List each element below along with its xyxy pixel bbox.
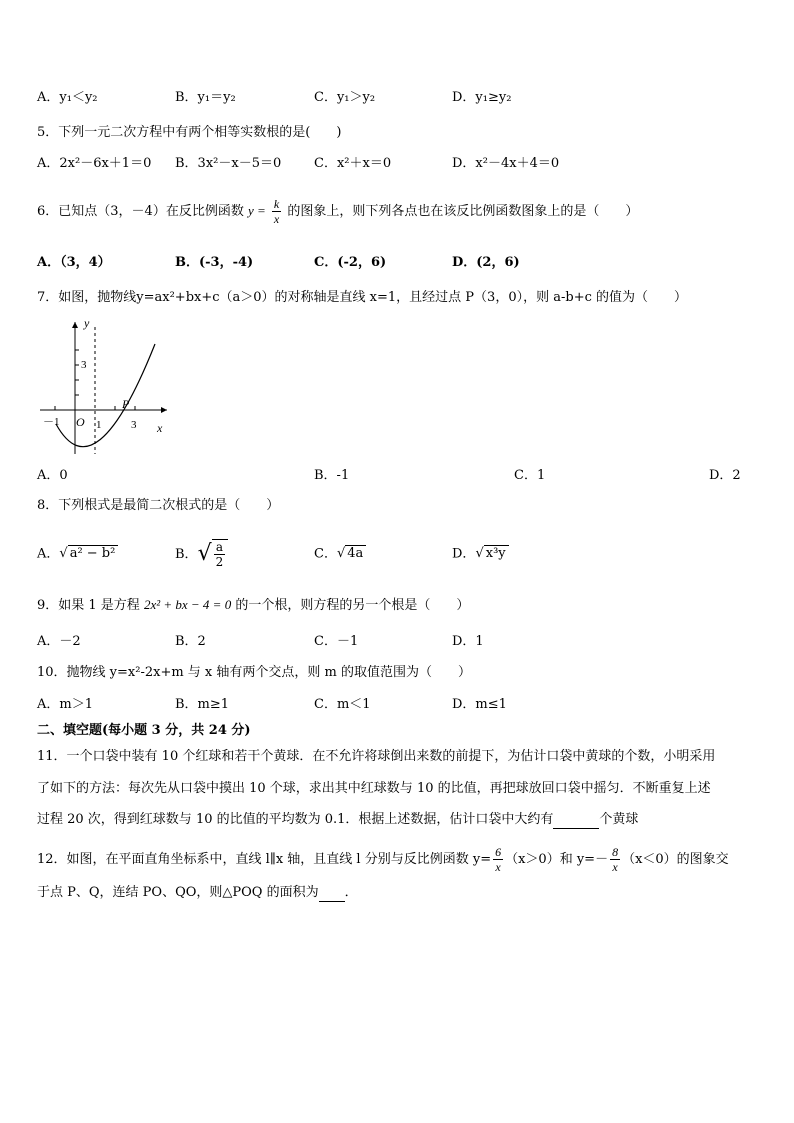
parabola-curve — [56, 344, 155, 447]
q7-option-b: B．-1 — [314, 468, 350, 483]
q12-line1-text: 12．如图，在平面直角坐标系中，直线 l∥x 轴，且直线 l 分别与反比例函数 y= — [37, 852, 492, 867]
q12-f2-num: 8 — [612, 845, 619, 859]
q6-frac-num: k — [273, 197, 280, 211]
label-p: P — [122, 397, 130, 411]
q7-parabola-graph — [35, 312, 175, 462]
q9-stem-part2: 的一个根，则方程的另一个根是（ ） — [235, 598, 470, 613]
q5-stem: 5．下列一元二次方程中有两个相等实数根的是( ) — [37, 125, 342, 140]
q12-line1 — [37, 843, 729, 877]
q8-option-b-num: a — [214, 540, 226, 555]
q8-option-d-label: D． — [452, 546, 476, 562]
q8-option-a — [37, 540, 118, 569]
q8-option-c — [314, 540, 366, 569]
q12-f1-den: x — [495, 860, 501, 874]
label-tick-neg1: －1 — [43, 416, 60, 428]
q8-option-b-radical: √ $\frac{a}{2}$ — [198, 534, 229, 575]
q9-stem — [37, 596, 469, 615]
label-tick-1: 1 — [96, 419, 102, 431]
q8-option-b-label: B． — [175, 546, 198, 562]
q12-fraction-2 — [610, 845, 620, 874]
q11-line3 — [37, 811, 638, 829]
q4-option-b: B．y₁＝y₂ — [175, 90, 236, 105]
q9-stem-part1: 9．如果 1 是方程 — [37, 598, 140, 613]
q8-option-a-radical: √ a² − b² — [59, 540, 118, 568]
q11-line3-end: 个黄球 — [599, 812, 639, 827]
q5-option-a: A．2x²－6x＋1＝0 — [37, 156, 152, 171]
q6-stem-part1: 6．已知点（3，－4）在反比例函数 — [37, 204, 244, 219]
q11-line1: 11．一个口袋中装有 10 个红球和若干个黄球．在不允许将球倒出来数的前提下，为估计口袋中黄球的个数，小明采用 — [37, 749, 716, 764]
q8-option-c-label: C． — [314, 546, 337, 562]
q12-line2-text: 于点 P、Q，连结 PO、QO，则△POQ 的面积为 — [37, 885, 319, 900]
q7-option-c: C．1 — [514, 468, 546, 483]
q7-option-d: D．2 — [709, 468, 741, 483]
label-origin: O — [76, 415, 85, 429]
q4-option-d: D．y₁≥y₂ — [452, 90, 512, 105]
q4-option-a: A．y₁＜y₂ — [37, 90, 98, 105]
q10-option-c: C．m＜1 — [314, 697, 371, 712]
q9-option-c: C．－1 — [314, 634, 359, 649]
q12-answer-blank[interactable] — [319, 887, 345, 902]
q11-answer-blank[interactable] — [553, 814, 599, 829]
q8-option-d-radicand: x³y — [484, 545, 509, 561]
q8-option-d — [452, 540, 509, 569]
section-heading-fill-in: 二、填空题(每小题 3 分，共 24 分) — [37, 723, 251, 738]
q12-cond2: （x＜0）的图象交 — [622, 852, 729, 867]
q6-stem — [37, 196, 638, 227]
q8-option-b-den: 2 — [215, 555, 224, 569]
q6-function: y = — [247, 203, 266, 218]
label-y: y — [84, 316, 90, 330]
q8-option-d-radical: √ x³y — [475, 540, 508, 568]
q9-option-d: D．1 — [452, 634, 484, 649]
q6-fraction — [272, 197, 281, 226]
q12-fraction-1 — [493, 845, 503, 874]
q8-option-c-radical: √ 4a — [337, 540, 366, 568]
q8-stem: 8．下列根式是最简二次根式的是（ ） — [37, 498, 280, 513]
q5-option-b: B．3x²－x－5＝0 — [175, 156, 282, 171]
q9-equation: 2x² + bx − 4 = 0 — [143, 597, 232, 612]
q11-line3-text: 过程 20 次，得到红球数与 10 的比值的平均数为 0.1．根据上述数据，估计口袋中大约有 — [37, 812, 554, 827]
q6-option-a: A．（3，4） — [37, 255, 111, 270]
q9-option-a: A．－2 — [37, 634, 81, 649]
q6-option-c: C．(-2，6) — [314, 255, 387, 270]
q10-option-a: A．m＞1 — [37, 697, 93, 712]
label-x: x — [157, 421, 163, 435]
q10-option-d: D．m≤1 — [452, 697, 507, 712]
q5-option-c: C．x²＋x＝0 — [314, 156, 392, 171]
label-tick-3y: 3 — [81, 359, 87, 371]
q4-option-c: C．y₁＞y₂ — [314, 90, 376, 105]
q8-option-a-radicand: a² − b² — [68, 545, 119, 561]
q12-cond1: （x＞0）和 y=－ — [505, 852, 609, 867]
q8-option-a-label: A． — [37, 546, 60, 562]
q5-option-d: D．x²－4x＋4＝0 — [452, 156, 560, 171]
q11-line2: 了如下的方法：每次先从口袋中摸出 10 个球，求出其中红球数与 10 的比值，再把球放回口袋中摇匀．不断重复上述 — [37, 781, 711, 796]
q12-f2-den: x — [612, 860, 618, 874]
q6-stem-part2: 的图象上，则下列各点也在该反比例函数图象上的是（ ） — [287, 204, 639, 219]
q8-option-c-radicand: 4a — [345, 545, 366, 561]
q6-option-b: B．(-3，-4) — [175, 255, 254, 270]
q6-option-d: D．(2，6) — [452, 255, 520, 270]
q12-line2-end: ． — [344, 885, 358, 900]
q6-frac-den: x — [273, 212, 280, 226]
label-tick-3x: 3 — [131, 419, 137, 431]
q12-f1-num: 6 — [495, 845, 502, 859]
q8-option-b — [175, 534, 228, 575]
q9-option-b: B．2 — [175, 634, 206, 649]
q10-option-b: B．m≥1 — [175, 697, 230, 712]
q7-option-a: A．0 — [37, 468, 68, 483]
q7-stem: 7．如图，抛物线y=ax²+bx+c（a＞0）的对称轴是直线 x=1，且经过点 P（3，0），则 a-b+c 的值为（ ） — [37, 290, 687, 305]
q12-line2 — [37, 884, 358, 902]
q10-stem: 10．抛物线 y=x²-2x+m 与 x 轴有两个交点，则 m 的取值范围为（ ） — [37, 665, 471, 680]
